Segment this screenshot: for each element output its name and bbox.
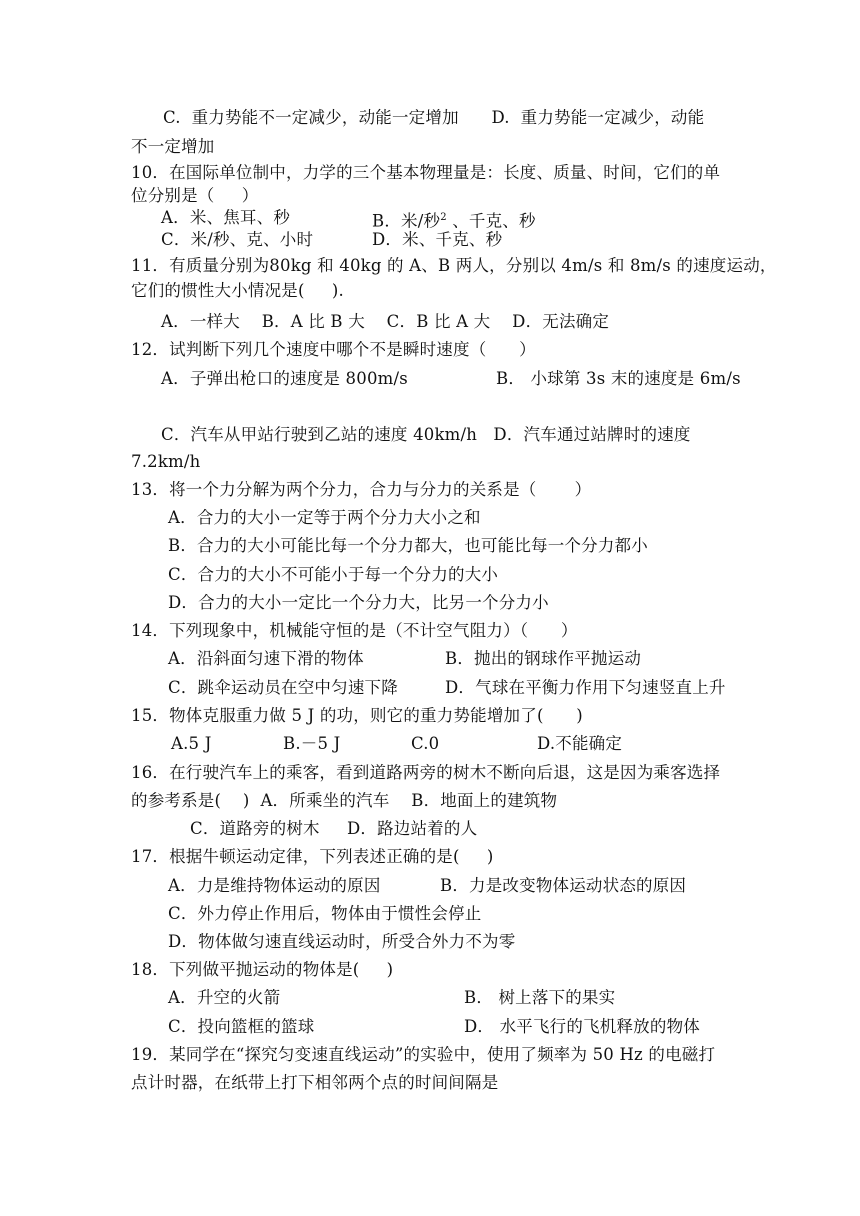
question-14-option-b: B．抛出的钢球作平抛运动 [445,649,642,668]
question-14-option-c: C．跳伞运动员在空中匀速下降 [168,678,398,697]
question-12-stem: 12．试判断下列几个速度中哪个不是瞬时速度（ ） [131,340,536,359]
question-19-stem-continued: 点计时器，在纸带上打下相邻两个点的时间间隔是 [131,1073,499,1092]
question-17-option-a: A．力是维持物体运动的原因 [168,876,381,895]
question-17-stem: 17．根据牛顿运动定律，下列表述正确的是( ) [131,847,494,866]
question-19-stem: 19．某同学在“探究匀变速直线运动”的实验中，使用了频率为 50 Hz 的电磁打 [131,1045,716,1064]
question-12-option-d-continued: 7.2km/h [131,452,201,471]
question-13-option-c: C．合力的大小不可能小于每一个分力的大小 [168,565,499,584]
question-10-option-a: A．米、焦耳、秒 [161,208,291,227]
question-10-option-b [372,208,536,232]
question-16-stem: 16．在行驶汽车上的乘客，看到道路两旁的树木不断向后退，这是因为乘客选择 [131,763,721,782]
question-18-stem: 18．下列做平抛运动的物体是( ) [131,960,394,979]
question-10-stem-continued: 位分别是（ ） [131,186,259,205]
question-11-options: A．一样大 B．A 比 B 大 C．B 比 A 大 D．无法确定 [161,312,610,331]
question-13-option-a: A．合力的大小一定等于两个分力大小之和 [168,508,481,527]
question-13-option-d: D．合力的大小一定比一个分力大，比另一个分力小 [168,593,549,612]
question-17-option-b: B．力是改变物体运动状态的原因 [440,876,687,895]
question-14-option-d: D．气球在平衡力作用下匀速竖直上升 [445,678,726,697]
question-10-option-d: D．米、千克、秒 [372,230,503,249]
question-17-option-c: C．外力停止作用后，物体由于惯性会停止 [168,904,482,923]
question-14-stem: 14．下列现象中，机械能守恒的是（不计空气阻力）（ ） [131,621,578,640]
question-18-option-c: C．投向篮框的篮球 [168,1017,315,1036]
question-15-option-b: B.－5 J [283,734,341,753]
option-b-text-tail: 、千克、秒 [446,211,536,231]
q9-option-d-continued: 不一定增加 [131,137,215,156]
question-10-stem: 10．在国际单位制中，力学的三个基本物理量是：长度、质量、时间，它们的单 [131,163,721,182]
question-12-option-b: B． 小球第 3s 末的速度是 6m/s [496,369,741,388]
question-17-option-d: D．物体做匀速直线运动时，所受合外力不为零 [168,932,516,951]
option-b-text: B．米/秒 [372,211,441,231]
question-13-stem: 13．将一个力分解为两个分力，合力与分力的关系是（ ） [131,480,592,499]
question-11-stem: 11．有质量分别为80kg 和 40kg 的 A、B 两人，分别以 4m/s 和 8m/s 的速度运动， [131,256,777,275]
question-15-option-d: D.不能确定 [537,734,623,753]
question-16-stem-and-options: 的参考系是( ) A．所乘坐的汽车 B．地面上的建筑物 [131,791,558,810]
question-18-option-a: A．升空的火箭 [168,988,281,1007]
question-15-stem: 15．物体克服重力做 5 J 的功，则它的重力势能增加了( ) [131,706,583,725]
question-16-options-cd: C．道路旁的树木 D．路边站着的人 [190,819,478,838]
question-13-option-b: B．合力的大小可能比每一个分力都大，也可能比每一个分力都小 [168,536,648,555]
question-15-option-c: C.0 [411,734,440,753]
question-11-stem-continued: 它们的惯性大小情况是( ). [131,281,344,300]
question-14-option-a: A．沿斜面匀速下滑的物体 [168,649,364,668]
question-18-option-d: D． 水平飞行的飞机释放的物体 [464,1017,700,1036]
superscript-2: 2 [440,212,447,223]
q9-option-cd-line: C. 重力势能不一定减少，动能一定增加 D. 重力势能一定减少，动能 [163,108,705,127]
question-12-options-cd: C．汽车从甲站行驶到乙站的速度 40km/h D．汽车通过站牌时的速度 [161,425,691,444]
question-10-option-c: C．米/秒、克、小时 [161,230,314,249]
question-12-option-a: A．子弹出枪口的速度是 800m/s [161,369,408,388]
question-18-option-b: B． 树上落下的果实 [464,988,616,1007]
question-15-option-a: A.5 J [171,734,212,753]
